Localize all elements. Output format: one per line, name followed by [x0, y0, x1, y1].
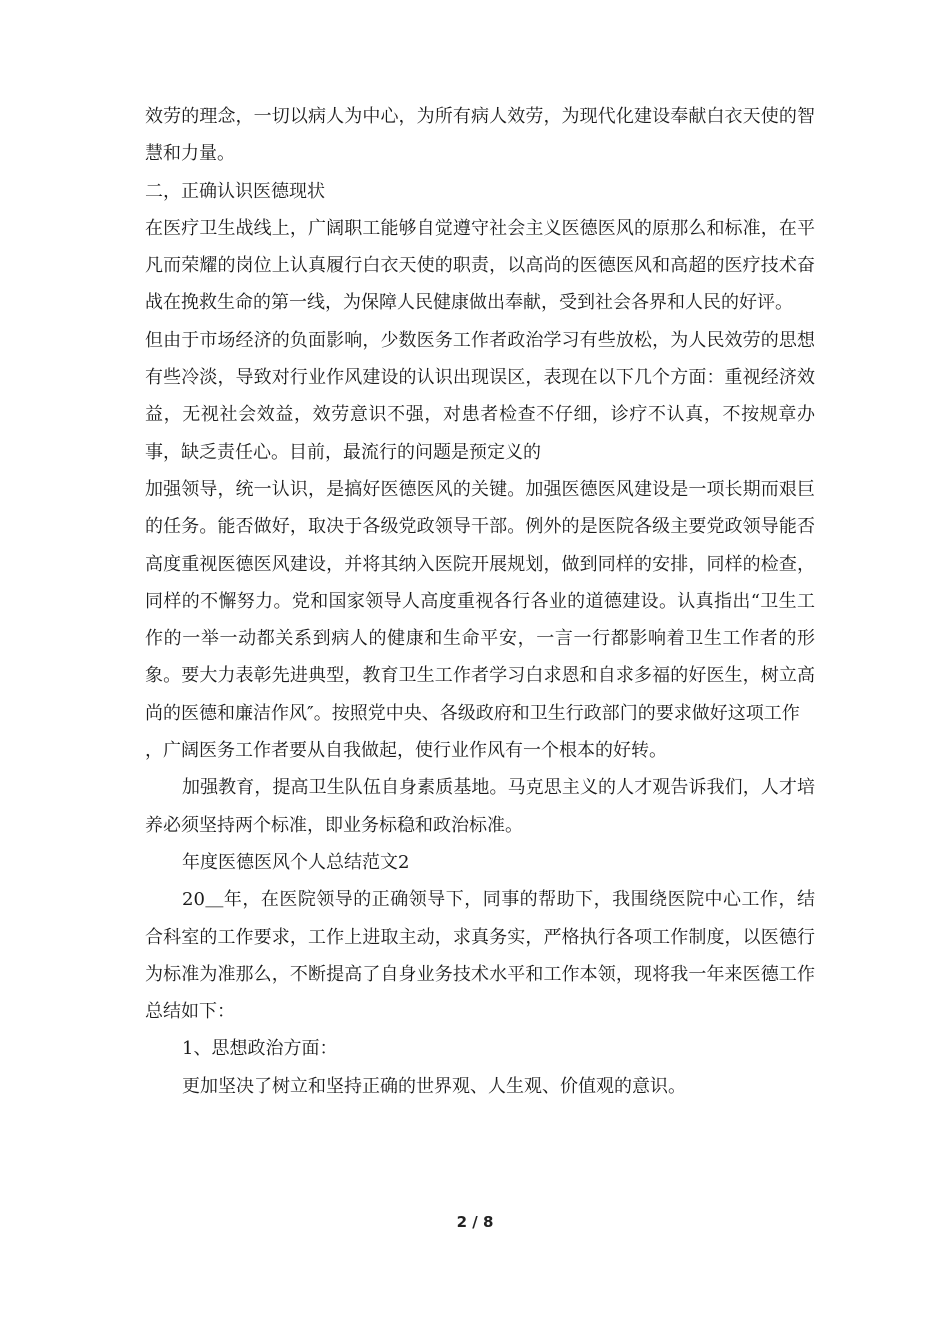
paragraph-market-economy-impact: 但由于市场经济的负面影响，少数医务工作者政治学习有些放松，为人民效劳的思想有些冷淡，导致对行业作风建设的认识出现误区，表现在以下几个方面：重视经济效益，无视社会效益，效劳意识不强，对患者检查不仔细，诊疗不认真，不按规章办事，缺乏责任心。目前，最流行的问题是预定义的: [145, 329, 815, 463]
paragraph-strengthen-leadership: 加强领导，统一认识，是搞好医德医风的关键。加强医德医风建设是一项长期而艰巨的任务。能否做好，取决于各级党政领导干部。例外的是医院各级主要党政领导能否高度重视医德医风建设，并将其纳入医院开展规划，做到同样的安排，同样的检查，同样的不懈努力。党和国家领导人高度重视各行各业的道德建设。认真指出“卫生工作的一举一动都关系到病人的健康和生命平安，一言一行都影响着卫生工作者的形象。要大力表彰先进典型，教育卫生工作者学习白求恩和自求多福的好医生，树立高尚的医德和廉洁作风″。按照党中央、各级政府和卫生行政部门的要求做好这项工作: [145, 478, 815, 724]
paragraph-medical-front: 在医疗卫生战线上，广阔职工能够自觉遵守社会主义医德医风的原那么和标准，在平凡而荣耀的岗位上认真履行白衣天使的职责，以高尚的医德医风和高超的医疗技术奋战在挽救生命的第一线，为保障人民健康做出奉献，受到社会各界和人民的好评。: [145, 217, 815, 314]
section-heading-medical-ethics-status: 二，正确认识医德现状: [145, 180, 325, 202]
paragraph-worldview: 更加坚决了树立和坚持正确的世界观、人生观、价值观的意识。: [182, 1075, 686, 1097]
page-number-indicator: 2 / 8: [456, 1213, 494, 1231]
paragraph-year-summary-intro: 20＿年，在医院领导的正确领导下，同事的帮助下，我围绕医院中心工作，结合科室的工作要求，工作上进取主动，求真务实，严格执行各项工作制度，以医德行为标准为准那么，不断提高了自身业务技术水平和工作本领，现将我一年来医德工作总结如下：: [145, 889, 815, 1023]
document-body: [145, 98, 815, 1105]
subtitle-annual-summary-2: 年度医德医风个人总结范文2: [182, 851, 410, 873]
paragraph-service-concept: 效劳的理念，一切以病人为中心，为所有病人效劳，为现代化建设奉献白衣天使的智慧和力量。: [145, 106, 815, 165]
paragraph-strengthen-education: 加强教育，提高卫生队伍自身素质基地。马克思主义的人才观告诉我们，人才培养必须坚持两个标准，即业务标稳和政治标准。: [145, 777, 815, 836]
paragraph-staff-start-self: ，广阔医务工作者要从自我做起，使行业作风有一个根本的好转。: [145, 740, 667, 762]
list-heading-ideology-politics: 1、思想政治方面：: [182, 1038, 338, 1060]
